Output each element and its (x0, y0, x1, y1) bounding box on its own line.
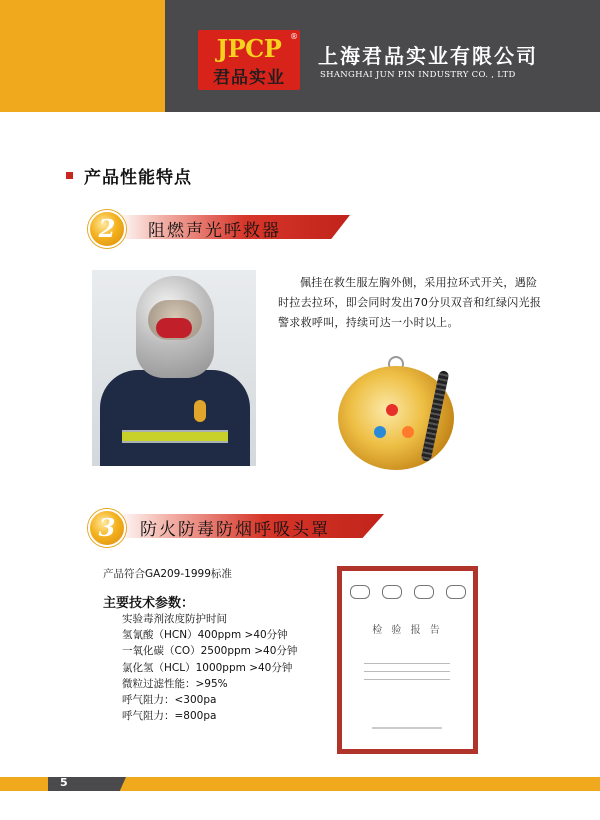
inspection-certificate (337, 566, 478, 754)
spec-item: 呼气阻力：<300pa (122, 694, 217, 707)
blue-led (374, 426, 386, 438)
logo-registered-mark: ® (290, 32, 298, 41)
spec-item: 微粒过滤性能：>95% (122, 677, 228, 690)
spec-item: 氯化氢（HCL）1000ppm >40分钟 (122, 661, 293, 674)
company-logo (198, 30, 300, 90)
section-title: 产品性能特点 (84, 168, 192, 188)
jacket (100, 370, 250, 466)
cert-logo-icon (414, 585, 434, 599)
respirator-mask (156, 318, 192, 338)
certificate-title: 检 验 报 告 (372, 625, 443, 636)
cert-logo-icon (382, 585, 402, 599)
item2-description: 佩挂在救生服左胸外侧，采用拉环式开关，遇险时拉去拉环，即会同时发出70分贝双音和红绿闪光报警求救呼叫，持续可达一小时以上。 (278, 276, 542, 329)
page-number: 5 (60, 776, 68, 789)
red-led (386, 404, 398, 416)
item3-banner (88, 511, 384, 541)
reflective-stripe (122, 430, 228, 443)
orange-led (402, 426, 414, 438)
item2-banner (88, 212, 350, 242)
company-name-en: SHANGHAI JUN PIN INDUSTRY CO. , LTD (320, 70, 516, 80)
alarm-device-worn (194, 400, 206, 422)
item2-title: 阻燃声光呼救器 (148, 221, 281, 241)
company-name-cn: 上海君品实业有限公司 (318, 44, 538, 68)
certification-logos (350, 585, 466, 601)
spec-heading: 主要技术参数： (103, 596, 195, 611)
product-standard: 产品符合GA209-1999标准 (103, 568, 232, 580)
header-orange-block (0, 0, 165, 112)
spec-item: 实验毒剂浓度防护时间 (122, 613, 227, 625)
item3-number-badge (88, 509, 126, 547)
section-bullet (66, 172, 73, 179)
cert-logo-icon (446, 585, 466, 599)
cert-logo-icon (350, 585, 370, 599)
alarm-device-photo (330, 356, 460, 476)
item3-title: 防火防毒防烟呼吸头罩 (140, 520, 330, 540)
item2-number: 2 (98, 214, 116, 243)
logo-text-en: JPCP (216, 34, 282, 63)
spec-item: 呼气阻力：=800pa (122, 710, 217, 723)
item2-number-badge (88, 210, 126, 248)
spec-list (122, 611, 297, 724)
hood-wearer-photo (92, 270, 256, 466)
spec-item: 一氧化碳（CO）2500ppm >40分钟 (122, 645, 298, 658)
logo-text-cn: 君品实业 (213, 68, 285, 88)
item3-number: 3 (98, 513, 116, 542)
spec-item: 氢氰酸（HCN）400ppm >40分钟 (122, 629, 288, 642)
